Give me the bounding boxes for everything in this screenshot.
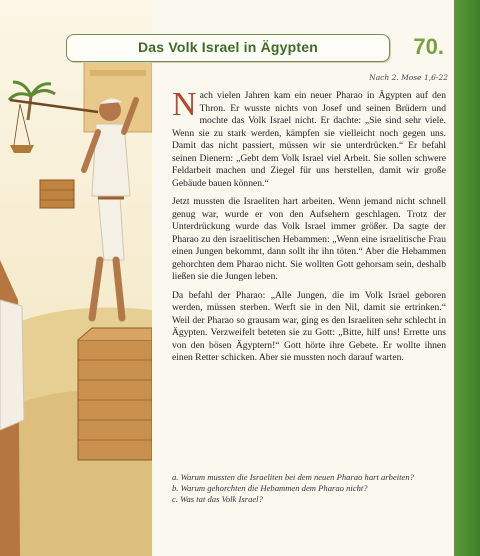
title-banner (66, 34, 390, 62)
question-item: c. Was tat das Volk Israel? (172, 494, 263, 504)
bible-reference: Nach 2. Mose 1,6-22 (369, 73, 448, 82)
drop-cap: N (172, 86, 197, 123)
story-number: 70. (413, 34, 444, 59)
question-item: a. Warum mussten die Israeliten bei dem neuen Pharao hart arbeiten? (172, 472, 414, 482)
paragraph: Da befahl der Pharao: „Alle Jungen, die im Volk Israel geboren werden, müssen sterben. Werft sie in den Nil, damit sie ertrinken.“ Weil der Pharao so grausam war, ging es den Israeliten sehr schlecht in Ägypten. Verzweifelt beteten sie zu Gott: „Bitte, hilf uns! Errette uns von den bösen Ägyptern!“ Gott hörte ihre Gebete. Er wollte ihnen einen Retter schicken. Aber sie mussten noch darauf warten. (172, 289, 446, 363)
paragraph (172, 86, 446, 190)
question-item: b. Warum gehorchten die Hebammen dem Pharao nicht? (172, 483, 368, 493)
paragraph-text: ach vielen Jahren kam ein neuer Pharao in Ägypten auf den Thron. Er wusste nichts von Josef und seinen Brüdern und mochte das Volk Israel nicht. Er dachte: „Sie sind sehr viele. Wenn sie zu stark werden, kämpfen sie vielleicht noch gegen uns. Damit das nicht passiert, müssen wir sie unterdrücken.“ Er befahl seinen Dienern: „Gebt dem Volk Israel viel Arbeit. Sie sollen schwere Feldarbeit machen und Ziegel für uns herstellen, damit wir große Gebäude bauen können.“ (172, 90, 446, 189)
page-title: Das Volk Israel in Ägypten (138, 39, 318, 55)
questions-list (172, 472, 446, 505)
illustration-egypt-workers (0, 0, 152, 556)
page-edge-strip (454, 0, 480, 556)
paragraph: Jetzt mussten die Israeliten hart arbeiten. Wenn jemand nicht schnell genug war, wurde er von den Aufsehern geschlagen. Trotz der Unterdrückung wurde das Volk Israel immer größer. Da sagte der Pharao zu den israelitischen Hebammen: „Wenn eine israelitische Frau einen Jungen bekommt, dann sollt ihr ihn töten.“ Aber die Hebammen gehorchten dem Pharao nicht. Sie wollten Gott gehorsam sein, deshalb ließen sie die Jungen leben. (172, 196, 446, 282)
story-text (172, 86, 446, 371)
